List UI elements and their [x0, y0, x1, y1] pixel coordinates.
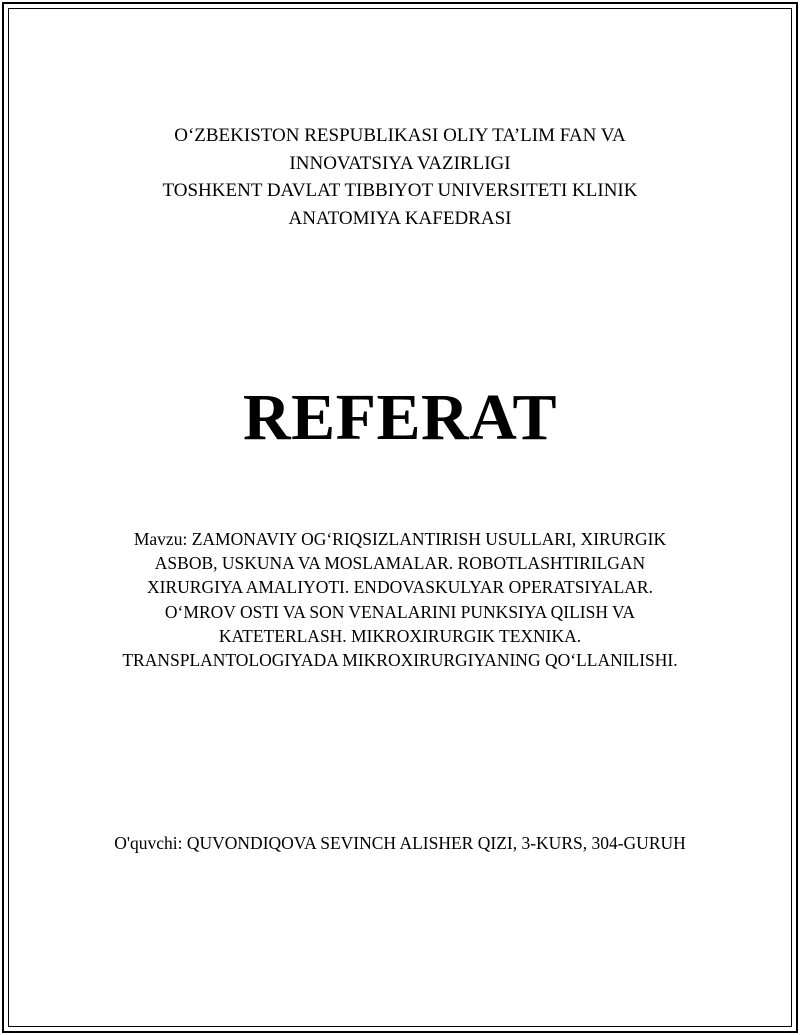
header-line: TOSHKENT DAVLAT TIBBIYOT UNIVERSITETI KLINIK: [162, 180, 638, 201]
header-line: ANATOMIYA KAFEDRASI: [288, 207, 512, 229]
topic-text: Mavzu: ZAMONAVIY OG‘RIQSIZLANTIRISH USULLARI, XIRURGIK ASBOB, USKUNA VA MOSLAMALAR. ROBOTLASHTIRILGAN XIRURGIYA AMALIYOTI. ENDOVASKULYAR OPERATSIYALAR. O‘MROV OSTI VA SON VENALARINI PUNKSIYA QILISH VA KATETERLASH. MIKROXIRURGIK TEXNIKA. TRANSPLANTOLOGIYADA MIKROXIRURGIYANING QO‘LLANILISHI.: [122, 529, 678, 671]
header-line: INNOVATSIYA VAZIRLIGI: [289, 152, 511, 174]
header-line: O‘ZBEKISTON RESPUBLIKASI OLIY TA’LIM FAN VA: [174, 125, 626, 146]
document-title: REFERAT: [243, 381, 557, 454]
institution-header: [0, 122, 800, 232]
student-info: O'quvchi: QUVONDIQOVA SEVINCH ALISHER QIZI, 3-KURS, 304-GURUH: [114, 833, 686, 853]
